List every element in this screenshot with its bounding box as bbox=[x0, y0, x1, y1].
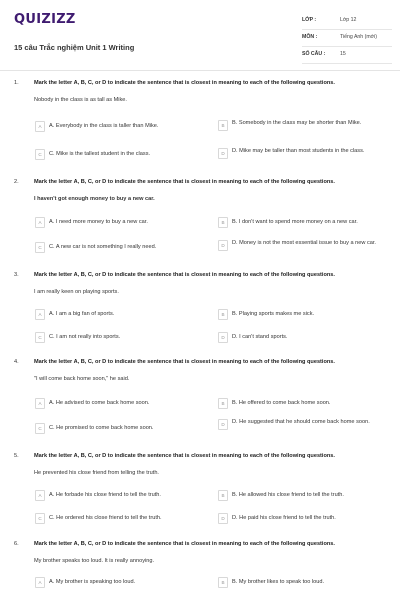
question-4 bbox=[14, 359, 390, 444]
option-letter-box: D bbox=[218, 332, 228, 343]
option-c[interactable] bbox=[35, 513, 205, 533]
question-prompt: Mark the letter A, B, C, or D to indicate the sentence that is closest in meaning to each of the following questions. bbox=[34, 179, 335, 185]
option-text: B. I don't want to spend more money on a new car. bbox=[232, 218, 358, 225]
worksheet-meta bbox=[302, 15, 392, 66]
meta-row-subject bbox=[302, 32, 392, 47]
option-c[interactable] bbox=[35, 149, 205, 169]
option-text: C. He promised to come back home soon. bbox=[49, 424, 154, 431]
meta-value: Lớp 12 bbox=[340, 17, 357, 23]
option-text: C. Mike is the tallest student in the class. bbox=[49, 150, 151, 157]
option-text: A. I need more money to buy a new car. bbox=[49, 218, 148, 225]
option-a[interactable] bbox=[35, 217, 205, 237]
option-text: B. He allowed his close friend to tell the truth. bbox=[232, 491, 344, 498]
option-text: D. He paid his close friend to tell the truth. bbox=[232, 514, 336, 521]
question-1 bbox=[14, 80, 390, 165]
option-text: D. Mike may be taller than most students in the class. bbox=[232, 148, 365, 154]
option-letter-box: B bbox=[218, 398, 228, 409]
question-number: 5. bbox=[14, 453, 19, 459]
question-stem: I am really keen on playing sports. bbox=[34, 289, 119, 295]
option-letter-box: D bbox=[218, 513, 228, 524]
meta-label: MÔN : bbox=[302, 34, 318, 40]
quizizz-logo: QUIZIZZ bbox=[14, 12, 76, 27]
question-number: 3. bbox=[14, 272, 19, 278]
option-b[interactable] bbox=[218, 309, 388, 329]
option-d[interactable] bbox=[218, 240, 388, 260]
option-a[interactable] bbox=[35, 490, 205, 510]
option-letter-box: A bbox=[35, 121, 45, 132]
question-stem: He prevented his close friend from telling the truth. bbox=[34, 470, 159, 476]
option-b[interactable] bbox=[218, 398, 388, 418]
option-text: B. My brother likes to speak too loud. bbox=[232, 578, 325, 585]
question-stem: Nobody in the class is as tall as Mike. bbox=[34, 97, 127, 103]
option-text: A. I am a big fan of sports. bbox=[49, 310, 115, 317]
option-letter-box: A bbox=[35, 577, 45, 588]
option-c[interactable] bbox=[35, 423, 205, 443]
option-a[interactable] bbox=[35, 121, 205, 141]
option-text: D. I can't stand sports. bbox=[232, 333, 288, 340]
option-d[interactable] bbox=[218, 332, 388, 352]
option-text: B. Somebody in the class may be shorter than Mike. bbox=[232, 120, 362, 126]
option-letter-box: C bbox=[35, 332, 45, 343]
option-b[interactable] bbox=[218, 120, 388, 140]
question-5 bbox=[14, 453, 390, 528]
question-number: 4. bbox=[14, 359, 19, 365]
option-letter-box: D bbox=[218, 240, 228, 251]
meta-label: LỚP : bbox=[302, 17, 317, 23]
option-a[interactable] bbox=[35, 398, 205, 418]
question-number: 2. bbox=[14, 179, 19, 185]
question-stem: My brother speaks too loud. It is really annoying. bbox=[34, 558, 155, 564]
option-letter-box: C bbox=[35, 423, 45, 434]
question-prompt: Mark the letter A, B, C, or D to indicate the sentence that is closest in meaning to each of the following questions. bbox=[34, 541, 335, 547]
option-text: B. He offered to come back home soon. bbox=[232, 399, 331, 406]
option-letter-box: B bbox=[218, 217, 228, 228]
option-d[interactable] bbox=[218, 513, 388, 533]
option-text: A. He advised to come back home soon. bbox=[49, 399, 150, 406]
option-letter-box: B bbox=[218, 490, 228, 501]
question-prompt: Mark the letter A, B, C, or D to indicate the sentence that is closest in meaning to each of the following questions. bbox=[34, 359, 335, 365]
question-prompt: Mark the letter A, B, C, or D to indicate the sentence that is closest in meaning to each of the following questions. bbox=[34, 272, 335, 278]
meta-row-count bbox=[302, 49, 392, 64]
option-b[interactable] bbox=[218, 490, 388, 510]
meta-row-grade bbox=[302, 15, 392, 30]
option-b[interactable] bbox=[218, 217, 388, 237]
option-text: A. Everybody in the class is taller than Mike. bbox=[49, 122, 159, 129]
option-b[interactable] bbox=[218, 577, 388, 597]
question-6 bbox=[14, 541, 390, 596]
option-a[interactable] bbox=[35, 577, 205, 597]
option-letter-box: C bbox=[35, 149, 45, 160]
question-number: 1. bbox=[14, 80, 19, 86]
option-letter-box: A bbox=[35, 490, 45, 501]
option-letter-box: A bbox=[35, 217, 45, 228]
question-2 bbox=[14, 179, 390, 264]
option-c[interactable] bbox=[35, 242, 205, 262]
question-prompt: Mark the letter A, B, C, or D to indicate the sentence that is closest in meaning to each of the following questions. bbox=[34, 453, 335, 459]
option-text: C. He ordered his close friend to tell the truth. bbox=[49, 514, 162, 521]
option-letter-box: B bbox=[218, 577, 228, 588]
option-letter-box: A bbox=[35, 398, 45, 409]
option-letter-box: B bbox=[218, 120, 228, 131]
meta-value: Tiếng Anh (mới) bbox=[340, 34, 377, 40]
option-letter-box: D bbox=[218, 148, 228, 159]
option-d[interactable] bbox=[218, 419, 388, 439]
question-3 bbox=[14, 272, 390, 347]
option-a[interactable] bbox=[35, 309, 205, 329]
option-letter-box: C bbox=[35, 242, 45, 253]
option-d[interactable] bbox=[218, 148, 388, 168]
option-text: D. He suggested that he should come back home soon. bbox=[232, 419, 370, 425]
option-c[interactable] bbox=[35, 332, 205, 352]
header-divider bbox=[0, 70, 400, 71]
meta-label: SỐ CÂU : bbox=[302, 51, 326, 57]
option-text: D. Money is not the most essential issue to buy a new car. bbox=[232, 240, 376, 246]
option-text: A. My brother is speaking too loud. bbox=[49, 578, 136, 585]
option-letter-box: D bbox=[218, 419, 228, 430]
worksheet-header bbox=[14, 10, 388, 72]
question-stem: I haven't got enough money to buy a new car. bbox=[34, 196, 155, 202]
option-text: C. A new car is not something I really need. bbox=[49, 243, 157, 250]
question-stem: "I will come back home soon," he said. bbox=[34, 376, 130, 382]
option-text: C. I am not really into sports. bbox=[49, 333, 121, 340]
option-text: A. He forbade his close friend to tell the truth. bbox=[49, 491, 161, 498]
option-letter-box: A bbox=[35, 309, 45, 320]
worksheet-title: 15 câu Trắc nghiệm Unit 1 Writing bbox=[14, 43, 135, 52]
option-letter-box: B bbox=[218, 309, 228, 320]
meta-value: 15 bbox=[340, 51, 346, 57]
option-letter-box: C bbox=[35, 513, 45, 524]
question-prompt: Mark the letter A, B, C, or D to indicate the sentence that is closest in meaning to each of the following questions. bbox=[34, 80, 335, 86]
question-number: 6. bbox=[14, 541, 19, 547]
option-text: B. Playing sports makes me sick. bbox=[232, 310, 315, 317]
